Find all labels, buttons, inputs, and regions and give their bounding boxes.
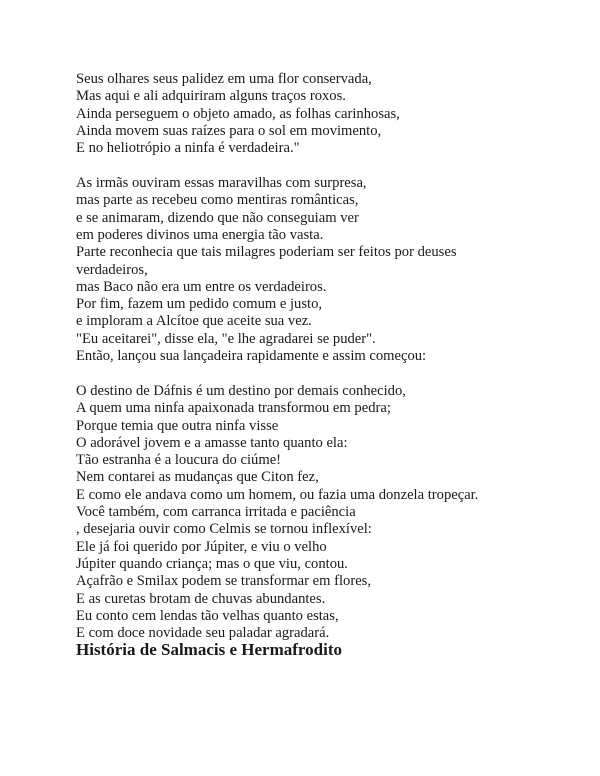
section-heading: História de Salmacis e Hermafrodito [76, 640, 342, 659]
poem-line: Açafrão e Smilax podem se transformar em flores, [76, 573, 372, 590]
poem-line: Ainda perseguem o objeto amado, as folhas carinhosas, [76, 105, 400, 122]
poem-line: O destino de Dáfnis é um destino por demais conhecido, [76, 382, 406, 399]
poem-line: Ele já foi querido por Júpiter, e viu o velho [76, 538, 327, 555]
poem-line: E como ele andava como um homem, ou fazia uma donzela tropeçar. [76, 486, 479, 503]
poem-line: As irmãs ouviram essas maravilhas com surpresa, [76, 175, 367, 192]
poem-line: "Eu aceitarei", disse ela, "e lhe agradarei se puder". [76, 330, 376, 347]
poem-line: mas parte as recebeu como mentiras românticas, [76, 192, 359, 209]
poem-line: Nem contarei as mudanças que Citon fez, [76, 469, 319, 486]
poem-line: E as curetas brotam de chuvas abundantes. [76, 590, 326, 607]
poem-line: verdadeiros, [76, 261, 148, 278]
poem-line: Seus olhares seus palidez em uma flor conservada, [76, 71, 372, 87]
stanza-3 [76, 383, 576, 642]
poem-line: Mas aqui e ali adquiriram alguns traços roxos. [76, 88, 346, 105]
poem-line: Por fim, fazem um pedido comum e justo, [76, 296, 323, 313]
poem-line: e se animaram, dizendo que não conseguiam ver [76, 209, 359, 226]
poem-line: Você também, com carranca irritada e paciência [76, 504, 356, 521]
poem-line: Júpiter quando criança; mas o que viu, contou. [76, 555, 348, 572]
poem-line: Ainda movem suas raízes para o sol em movimento, [76, 122, 382, 139]
poem-line: O adorável jovem e a amasse tanto quanto ela: [76, 434, 348, 451]
stanza-2 [76, 175, 576, 365]
poem-line: , desejaria ouvir como Celmis se tornou inflexível: [76, 521, 372, 538]
poem-line: Parte reconhecia que tais milagres poderiam ser feitos por deuses [76, 244, 457, 261]
poem-line: E com doce novidade seu paladar agradará. [76, 625, 330, 642]
poem-line: e imploram a Alcítoe que aceite sua vez. [76, 313, 312, 330]
poem-line: Eu conto cem lendas tão velhas quanto estas, [76, 607, 339, 624]
stanza-1 [76, 71, 576, 157]
poem-line: Porque temia que outra ninfa visse [76, 417, 279, 434]
poem-line: A quem uma ninfa apaixonada transformou em pedra; [76, 400, 391, 417]
poem-body [76, 71, 576, 660]
poem-line: Tão estranha é a loucura do ciúme! [76, 452, 282, 469]
poem-line: em poderes divinos uma energia tão vasta. [76, 226, 324, 243]
poem-line: Então, lançou sua lançadeira rapidamente e assim começou: [76, 348, 427, 365]
poem-line: E no heliotrópio a ninfa é verdadeira." [76, 140, 300, 157]
poem-line: mas Baco não era um entre os verdadeiros. [76, 278, 327, 295]
